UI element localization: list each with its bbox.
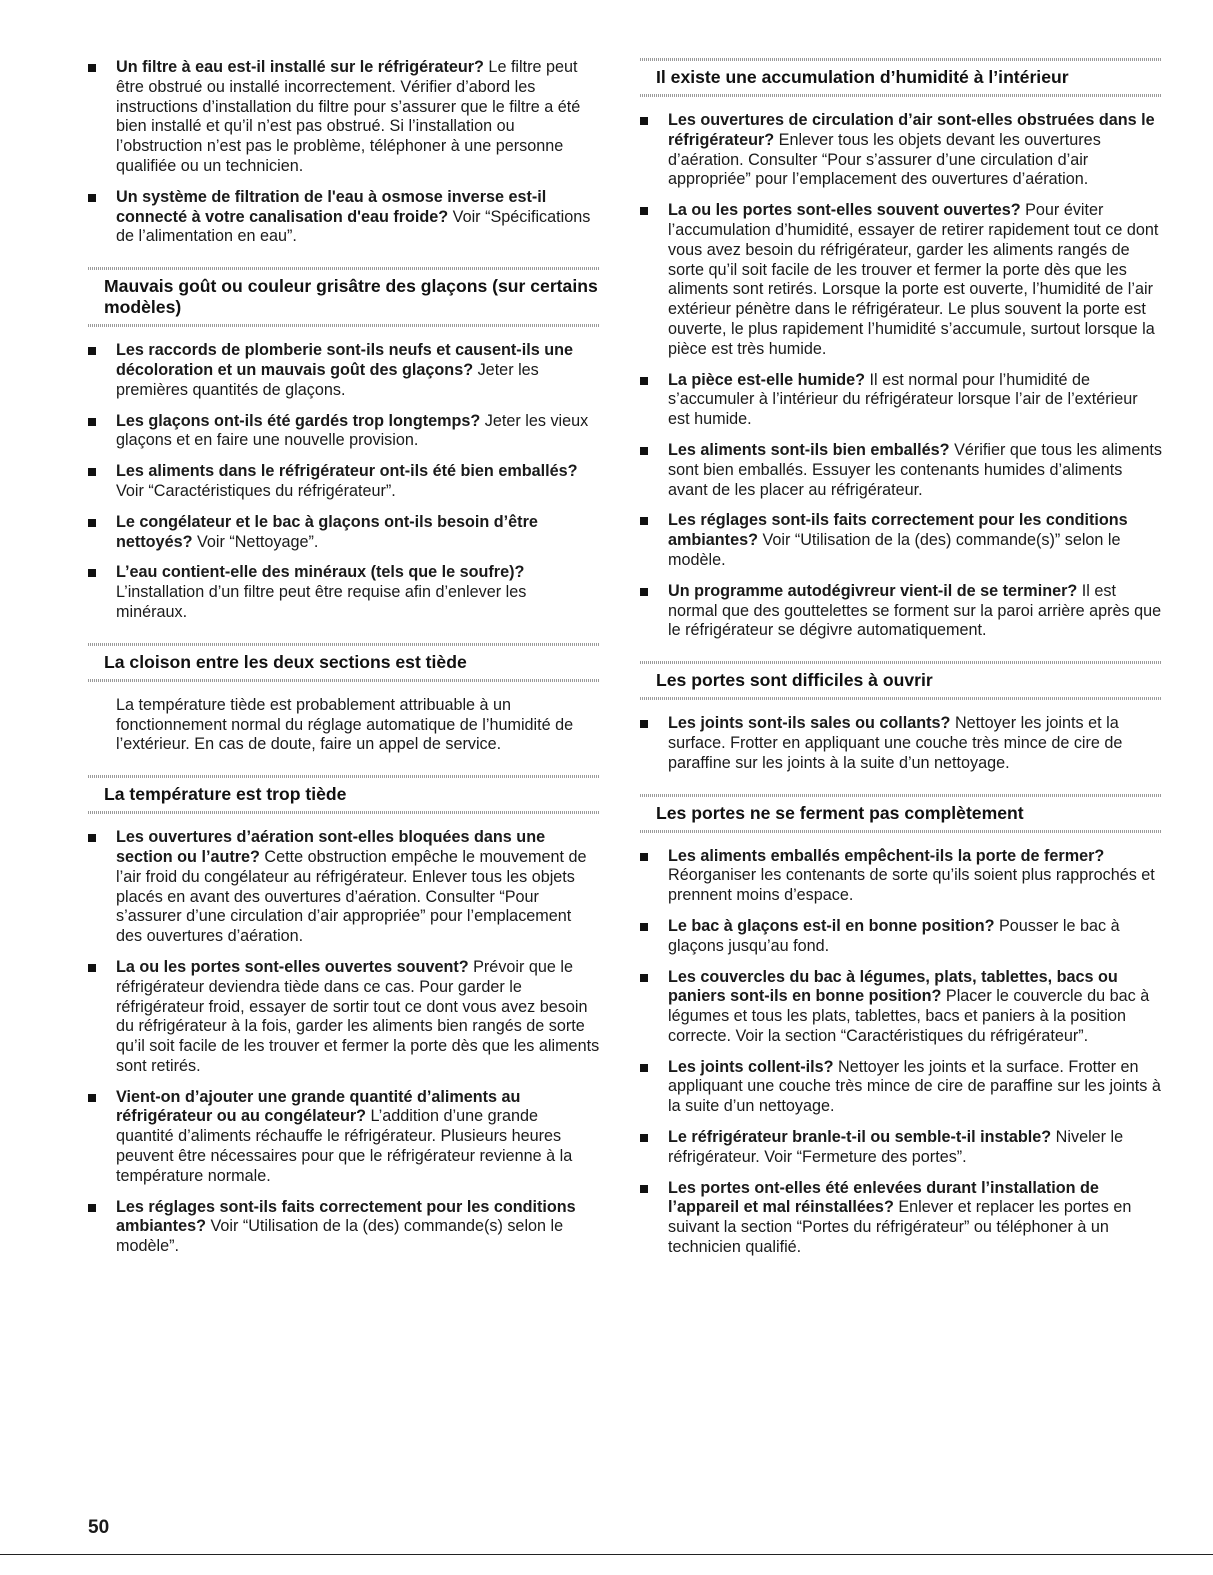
- section-temperature-warm: [88, 775, 600, 814]
- section-heading: Les portes sont difficiles à ouvrir: [656, 670, 933, 691]
- list-item: [88, 958, 600, 1077]
- item-answer: Le filtre peut être obstrué ou installé incorrectement. Vérifier d’abord les instructions d’installation du filtre pour s’assurer que le filtre a été bien installé et qu’il n’est pas obstrué. Si l’installation ou l’obstruction n’est pas le problème, téléphoner à une personne qualifiée ou un technicien.: [116, 58, 581, 175]
- list-item: [88, 1088, 600, 1187]
- bullet-icon: [640, 207, 648, 215]
- item-answer: Pour éviter l’accumulation d’humidité, essayer de retirer rapidement tout ce dont vous avez besoin du réfrigérateur, garder les aliments rangés de sorte qu’il soit facile de les trouver et fermer la porte dès que les aliments sont retirés. Lorsque la porte est ouverte, l’humidité de l’air extérieur pénètre dans le réfrigérateur. Le plus souvent la porte est ouverte, le plus rapidement l’humidité s’accumule, surtout lorsque la pièce est très humide.: [668, 201, 1159, 358]
- list-item: [640, 847, 1162, 906]
- section-rule-bottom: [640, 830, 1162, 833]
- bullet-icon: [640, 517, 648, 525]
- item-answer: L’addition d’une grande quantité d’aliments réchauffe le réfrigérateur. Plusieurs heures peuvent être nécessaires pour que le réfrigérateur revienne à la température normale.: [116, 1107, 573, 1185]
- item-question: Le congélateur et le bac à glaçons ont-ils besoin d’être nettoyés?: [116, 512, 538, 551]
- list-item: [640, 714, 1162, 773]
- section-humidity: [640, 58, 1162, 97]
- section-partition-warm: [88, 643, 600, 682]
- item-answer: Voir “Nettoyage”.: [192, 532, 319, 551]
- item-question: La ou les portes sont-elles ouvertes souvent?: [116, 957, 469, 976]
- bullet-icon: [88, 194, 96, 202]
- item-answer: Jeter les premières quantités de glaçons.: [116, 360, 539, 399]
- list-item: [88, 563, 600, 622]
- item-answer: Cette obstruction empêche le mouvement de l’air froid du congélateur au réfrigérateur. Enlever tous les objets placés en avant des ouvertures d’aération. Consulter “Pour s’assurer d’une circulation d’air appropriée” pour l’emplacement des ouvertures d’aération.: [116, 847, 587, 946]
- item-answer: Voir “Utilisation de la (des) commande(s) selon le modèle”.: [116, 1217, 564, 1256]
- item-question: Le bac à glaçons est-il en bonne position?: [668, 916, 995, 935]
- section-paragraph: La température tiède est probablement attribuable à un fonctionnement normal du réglage automatique de l’humidité de l’extérieur. En cas de doute, faire un appel de service.: [116, 695, 574, 754]
- bullet-icon: [88, 569, 96, 577]
- bullet-icon: [88, 64, 96, 72]
- bullet-icon: [640, 923, 648, 931]
- item-answer: Pousser le bac à glaçons jusqu’au fond.: [668, 916, 1120, 955]
- list-item: [640, 441, 1162, 500]
- right-column: [640, 58, 1162, 1269]
- section-rule-bottom: [88, 811, 600, 814]
- item-question: Les réglages sont-ils faits correctement pour les conditions ambiantes?: [668, 511, 1128, 550]
- list-item: [640, 1179, 1162, 1258]
- list-item: [640, 511, 1162, 570]
- item-answer: Nettoyer les joints et la surface. Frotter en appliquant une couche très mince de cire de paraffine sur les joints à la suite d’un nettoyage.: [668, 1057, 1161, 1116]
- list-item: [640, 111, 1162, 190]
- item-question: Les raccords de plomberie sont-ils neufs et causent-ils une décoloration et un mauvais goût des glaçons?: [116, 341, 573, 379]
- bullet-icon: [640, 720, 648, 728]
- item-answer: Jeter les vieux glaçons et en faire une nouvelle provision.: [116, 411, 589, 450]
- item-question: Un filtre à eau est-il installé sur le réfrigérateur?: [116, 58, 484, 76]
- section-taste-color: [88, 267, 600, 327]
- item-question: Les joints collent-ils?: [668, 1057, 834, 1076]
- item-question: Vient-on d’ajouter une grande quantité d’aliments au réfrigérateur ou au congélateur?: [116, 1087, 521, 1126]
- bullet-icon: [640, 853, 648, 861]
- list-item: [88, 462, 600, 502]
- section-rule-bottom: [88, 679, 600, 682]
- page-bottom-rule: [0, 1554, 1213, 1555]
- list-item: [88, 341, 600, 400]
- item-question: Les aliments emballés empêchent-ils la porte de fermer?: [668, 846, 1105, 865]
- item-question: La ou les portes sont-elles souvent ouvertes?: [668, 201, 1021, 220]
- list-item: [640, 1128, 1162, 1168]
- bullet-icon: [640, 588, 648, 596]
- list-item: [640, 1058, 1162, 1117]
- item-question: Les aliments sont-ils bien emballés?: [668, 440, 950, 459]
- item-question: Un programme autodégivreur vient-il de se terminer?: [668, 581, 1078, 600]
- section-heading: Les portes ne se ferment pas complètement: [656, 802, 1024, 823]
- bullet-icon: [88, 1094, 96, 1102]
- item-question: Les ouvertures d’aération sont-elles bloquées dans une section ou l’autre?: [116, 828, 546, 866]
- list-item: [640, 968, 1162, 1047]
- item-question: Les ouvertures de circulation d’air sont-elles obstruées dans le réfrigérateur?: [668, 111, 1155, 149]
- list-item: [640, 371, 1162, 430]
- list-item: [640, 201, 1162, 359]
- item-question: Les joints sont-ils sales ou collants?: [668, 714, 951, 733]
- bullet-icon: [88, 468, 96, 476]
- section-heading: La température est trop tiède: [104, 784, 347, 805]
- item-answer: Voir “Spécifications de l’alimentation en eau”.: [116, 207, 591, 246]
- bullet-icon: [88, 418, 96, 426]
- item-answer: Voir “Utilisation de la (des) commande(s)” selon le modèle.: [668, 531, 1121, 569]
- item-question: Les couvercles du bac à légumes, plats, tablettes, bacs ou paniers sont-ils en bonne position?: [668, 967, 1118, 1006]
- bullet-icon: [88, 347, 96, 355]
- page-number: 50: [88, 1517, 110, 1538]
- bullet-icon: [640, 447, 648, 455]
- section-rule-bottom: [640, 697, 1162, 700]
- item-question: Les glaçons ont-ils été gardés trop longtemps?: [116, 411, 481, 430]
- item-answer: Nettoyer les joints et la surface. Frotter en appliquant une couche très mince de cire de paraffine sur les joints à la suite d’un nettoyage.: [668, 714, 1123, 772]
- item-answer: Placer le couvercle du bac à légumes et tous les plats, tablettes, bacs et paniers à la position correcte. Voir la section “Caractéristiques du réfrigérateur”.: [668, 987, 1150, 1045]
- item-answer: Niveler le réfrigérateur. Voir “Fermeture des portes”.: [668, 1128, 1124, 1166]
- left-column: [88, 58, 600, 1268]
- list-item: [88, 1198, 600, 1257]
- item-answer: Voir “Caractéristiques du réfrigérateur”.: [116, 481, 396, 500]
- item-question: L’eau contient-elle des minéraux (tels que le soufre)?: [116, 563, 525, 582]
- bullet-icon: [88, 834, 96, 842]
- list-item: [88, 412, 600, 452]
- section-heading: Il existe une accumulation d’humidité à l’intérieur: [656, 67, 1069, 87]
- bullet-icon: [640, 117, 648, 125]
- section-rule-bottom: [640, 94, 1162, 97]
- bullet-icon: [640, 974, 648, 982]
- section-doors-not-closing: [640, 794, 1162, 833]
- item-answer: Il est normal que des gouttelettes se forment sur la paroi arrière après que le réfrigérateur se dégivre automatiquement.: [668, 581, 1162, 640]
- bullet-icon: [88, 964, 96, 972]
- item-answer: Il est normal pour l’humidité de s’accumuler à l’intérieur du réfrigérateur lorsque l’air de l’extérieur est humide.: [668, 370, 1138, 429]
- item-question: Le réfrigérateur branle-t-il ou semble-t-il instable?: [668, 1128, 1052, 1147]
- bullet-icon: [640, 1185, 648, 1193]
- item-question: La pièce est-elle humide?: [668, 370, 866, 389]
- list-item: [88, 513, 600, 553]
- bullet-icon: [88, 519, 96, 527]
- list-item: [640, 582, 1162, 641]
- list-item: [88, 188, 600, 247]
- item-question: Un système de filtration de l'eau à osmose inverse est-il connecté à votre canalisation d'eau froide?: [116, 187, 547, 226]
- list-item: [88, 58, 600, 177]
- item-answer: L’installation d’un filtre peut être requise afin d’enlever les minéraux.: [116, 583, 527, 621]
- section-doors-hard-to-open: [640, 661, 1162, 700]
- section-rule-bottom: [88, 324, 600, 327]
- item-question: Les réglages sont-ils faits correctement pour les conditions ambiantes?: [116, 1197, 576, 1236]
- bullet-icon: [640, 1064, 648, 1072]
- item-answer: Prévoir que le réfrigérateur deviendra tiède dans ce cas. Pour garder le réfrigérateur froid, essayer de sortir tout ce dont vous avez besoin du réfrigérateur à la fois, garder les aliments bien rangés de sorte qu’il soit facile de les trouver et fermer la porte dès que les aliments sont retirés.: [116, 957, 600, 1075]
- bullet-icon: [640, 377, 648, 385]
- list-item: [640, 917, 1162, 957]
- bullet-icon: [88, 1204, 96, 1212]
- item-question: Les portes ont-elles été enlevées durant l’installation de l’appareil et mal réinstallées?: [668, 1178, 1099, 1217]
- item-answer: Vérifier que tous les aliments sont bien emballés. Essuyer les contenants humides d’aliments avant de les placer au réfrigérateur.: [668, 440, 1162, 499]
- section-heading: La cloison entre les deux sections est tiède: [104, 651, 467, 672]
- list-item: [88, 828, 600, 947]
- section-heading: Mauvais goût ou couleur grisâtre des glaçons (sur certains modèles): [104, 276, 598, 318]
- bullet-icon: [640, 1134, 648, 1142]
- item-answer: Enlever tous les objets devant les ouvertures d’aération. Consulter “Pour s’assurer d’une circulation d’air appropriée” pour l’emplacement des ouvertures d’aération.: [668, 130, 1101, 189]
- item-question: Les aliments dans le réfrigérateur ont-ils été bien emballés?: [116, 462, 578, 481]
- item-answer: Enlever et replacer les portes en suivant la section “Portes du réfrigérateur” ou téléphoner à un technicien qualifié.: [668, 1198, 1132, 1257]
- item-answer: Réorganiser les contenants de sorte qu’ils soient plus rapprochés et prennent moins d’espace.: [668, 866, 1155, 905]
